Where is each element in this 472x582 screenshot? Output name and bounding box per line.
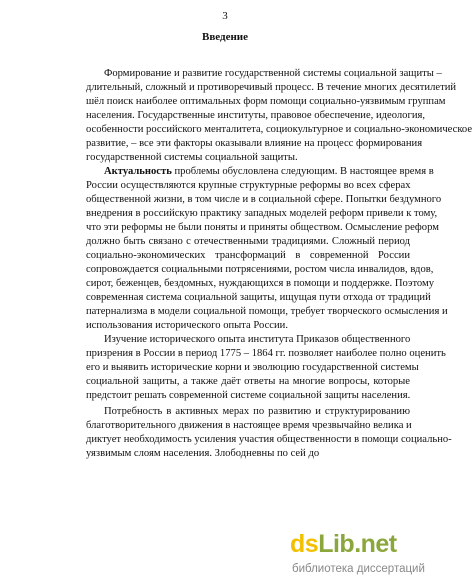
logo-ds: ds	[290, 530, 319, 558]
text-line: его и выявить исторические корни и эволюцию государственной системы	[86, 362, 419, 373]
text-line: общественной жизни, в том числе и в социальной сфере. Попытки бездумного	[86, 194, 442, 205]
text-line: сирот, беженцев, бездомных, нуждающихся в помощи и поддержке. Поэтому	[86, 278, 435, 289]
page-title: Введение	[201, 31, 249, 43]
text-line: государственной системы социальной защиты.	[86, 152, 298, 163]
text-line: шёл поиск наиболее оптимальных форм помощи социально-уязвимым группам	[86, 96, 446, 107]
text-line: сопровождается социальными потрясениями, ростом числа инвалидов, вдов,	[86, 264, 434, 275]
text-line: диктует необходимость усиления участия общественности в помощи социально-	[86, 434, 452, 445]
text-line: развитие, – все эти факторы оказывали влияние на процесс формирования	[86, 138, 423, 149]
text-line: длительный, сложный и противоречивый процесс. В течение многих десятилетий	[86, 82, 457, 93]
text-line: Изучение исторического опыта института Приказов общественного	[104, 334, 411, 345]
text-line-lead	[104, 165, 434, 179]
text-line: внедрения в российскую практику западных моделей реформ привели к тому,	[86, 208, 438, 219]
text-line: использования исторического опыта России.	[86, 320, 288, 331]
text-line: социальной защиты, а также даёт ответы на многие вопросы, которые	[86, 376, 410, 387]
page-number: 3	[222, 10, 228, 22]
text-line: уязвимым слоям населения. Злободневны по сей до	[86, 448, 320, 459]
dslib-subtitle: библиотека диссертаций	[292, 563, 425, 575]
text-line: современная система социальной защиты, ищущая пути отхода от традиций	[86, 292, 431, 303]
dslib-logo	[290, 530, 397, 559]
text-line: населения. Государственные институты, правовое обеспечение, идеология,	[86, 110, 426, 121]
text-line: Формирование и развитие государственной системы социальной защиты –	[104, 68, 442, 79]
lead-text: проблемы обусловлена следующим. В настоящее время в	[171, 166, 434, 177]
text-line: особенности российского менталитета, социокультурное и социально-экономическое	[86, 124, 472, 135]
text-line: России осуществляются крупные структурные реформы во всех сферах	[86, 180, 411, 191]
logo-net: .net	[354, 530, 397, 558]
logo-lib: Lib	[318, 530, 355, 558]
text-line: призрения в России в период 1775 – 1864 гг. позволяет наиболее полно оценить	[86, 348, 446, 359]
keyword-aktualnost: Актуальность	[104, 166, 172, 177]
dslib-watermark[interactable]	[290, 530, 446, 578]
text-line: что эти реформы не были поняты и приняты обществом. Осмысление реформ	[86, 222, 439, 233]
text-line: должно быть связано с отечественными традициями. Сложный период	[86, 236, 410, 247]
text-line: социально-экономических трансформаций в современной России	[86, 250, 410, 261]
text-line: патернализма в модели социальной помощи, требует творческого осмысления и	[86, 306, 448, 317]
text-line: Потребность в активных мерах по развитию и структурированию	[104, 406, 410, 417]
text-line: предстоит решать современной системе социальной защиты населения.	[86, 390, 411, 401]
text-line: благотворительного движения в настоящее время чрезвычайно велика и	[86, 420, 412, 431]
